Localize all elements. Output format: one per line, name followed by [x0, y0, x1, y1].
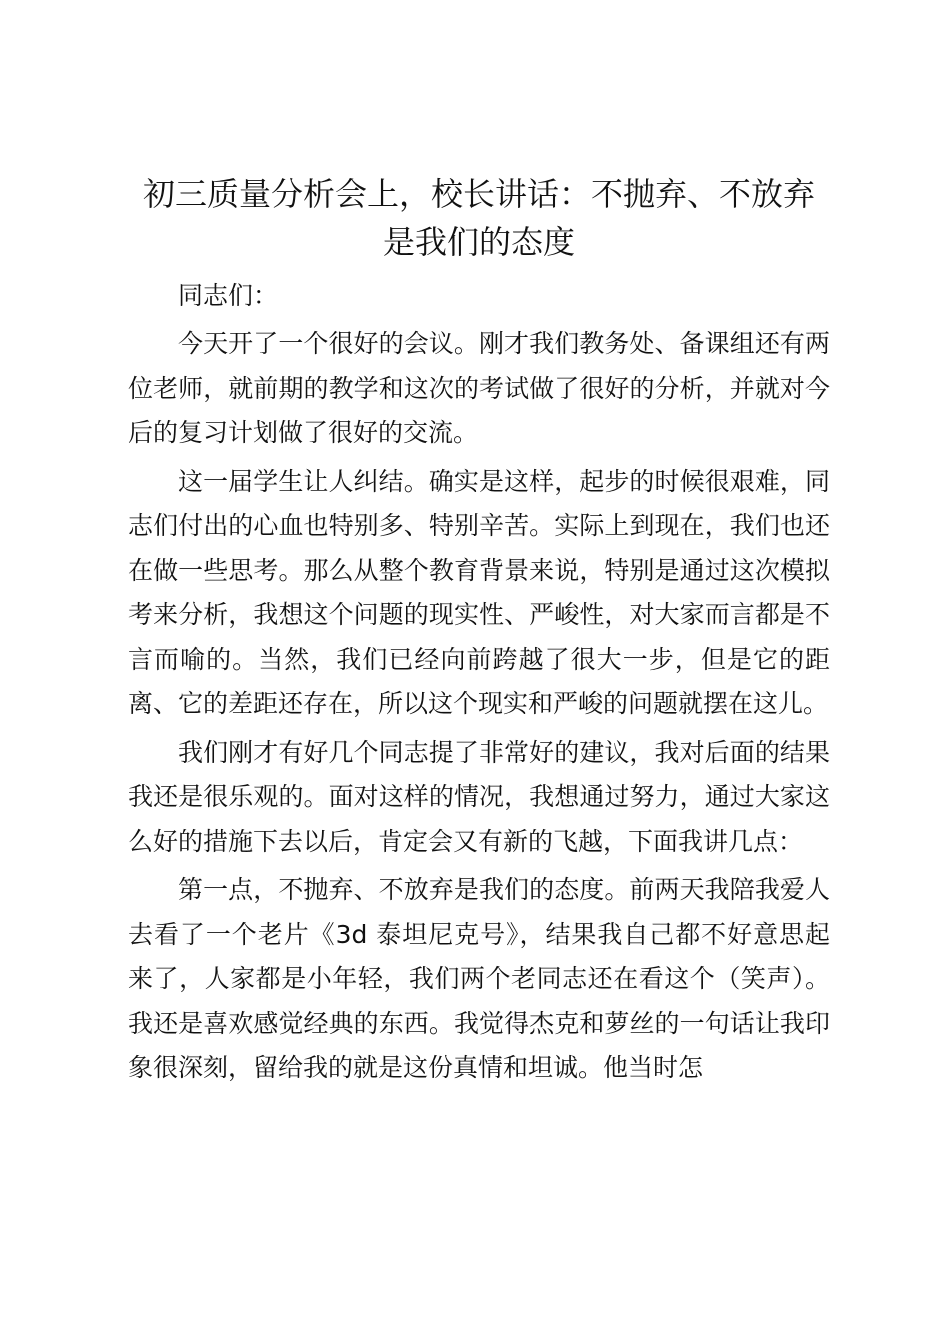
- paragraph-2: 这一届学生让人纠结。确实是这样，起步的时候很艰难，同志们付出的心血也特别多、特别辛苦。实际上到现在，我们也还在做一些思考。那么从整个教育背景来说，特别是通过这次模拟考来分析，我想这个问题的现实性、严峻性，对大家而言都是不言而喻的。当然，我们已经向前跨越了很大一步，但是它的距离、它的差距还存在，所以这个现实和严峻的问题就摆在这儿。: [128, 466, 830, 718]
- salutation: 同志们：: [178, 281, 279, 310]
- document-body: [128, 170, 830, 1091]
- paragraph-1: 今天开了一个很好的会议。刚才我们教务处、备课组还有两位老师，就前期的教学和这次的考试做了很好的分析，并就对今后的复习计划做了很好的交流。: [128, 329, 830, 447]
- paragraph-3: 我们刚才有好几个同志提了非常好的建议，我对后面的结果我还是很乐观的。面对这样的情况，我想通过努力，通过大家这么好的措施下去以后，肯定会又有新的飞越，下面我讲几点：: [128, 737, 830, 856]
- document-title: 初三质量分析会上，校长讲话：不抛弃、不放弃是我们的态度: [142, 175, 815, 261]
- paragraph-4: 第一点，不抛弃、不放弃是我们的态度。前两天我陪我爱人去看了一个老片《3d 泰坦尼克号》，结果我自己都不好意思起来了，人家都是小年轻，我们两个老同志还在看这个（笑声）。我还是喜欢感觉经典的东西。我觉得杰克和萝丝的一句话让我印象很深刻，留给我的就是这份真情和坦诚。他当时怎: [128, 875, 830, 1082]
